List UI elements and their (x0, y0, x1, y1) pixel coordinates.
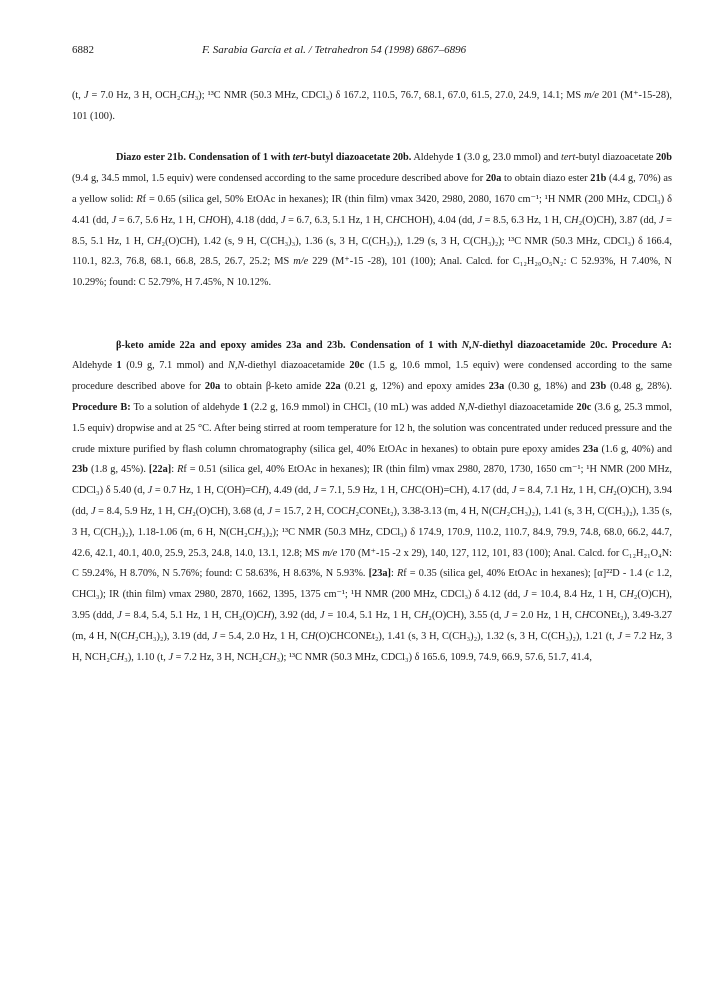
text-run: J (477, 214, 483, 226)
experimental-paragraph (72, 148, 672, 294)
article-body (72, 86, 672, 668)
text-run: ₂(O)CH), 3.55 (d, (428, 609, 505, 621)
text-run: To a solution of aldehyde (130, 401, 243, 413)
text-run: m/e (584, 90, 599, 101)
running-head: F. Sarabia García et al. / Tetrahedron 54 (1998) 6867–6896 (202, 44, 467, 56)
text-run: = 7.0 Hz, 3 H, OCH₂C (88, 90, 188, 101)
text-run: N,N (458, 401, 475, 413)
text-run: J (320, 609, 325, 621)
text-run: β-keto amide 22a and epoxy amides 23a and 23b. Condensation of 1 with (116, 339, 462, 351)
text-run: J (90, 505, 96, 517)
text-run: ₂(O)CH), 3.95 (ddd, (72, 589, 672, 621)
text-run: = 10.4, 8.4 Hz, 1 H, C (528, 589, 627, 601)
text-run: 22a (325, 381, 341, 393)
text-run: 21b (590, 173, 607, 185)
text-run: H (187, 90, 195, 101)
text-run: f = 0.51 (silica gel, 40% EtOAc in hexanes); IR (thin film) νmax 2980, 2870, 1730, 1650 cm⁻¹; ¹H NMR (200 MHz, CDCl₃) δ 5.40 (d, (72, 464, 672, 497)
text-run: -diethyl diazoacetamide (244, 360, 350, 372)
text-run: ₃); ¹³C NMR (50.3 MHz, CDCl₃) δ 167.2, 110.5, 76.7, 68.1, 67.0, 61.5, 27.0, 24.9, 14.1; MS (194, 90, 585, 101)
text-run: J (212, 630, 218, 642)
text-run: H (116, 651, 125, 663)
text-run: 1.2, CHCl₃); IR (thin film) νmax 2980, 2870, 1662, 1395, 1375 cm⁻¹; ¹H NMR (200 MHz, CDCl₃) δ 4.12 (dd, (72, 568, 672, 601)
text-run: J (168, 651, 174, 663)
text-run: 201 (M⁺-15-28), 101 (100). (72, 90, 672, 122)
experimental-paragraph (72, 336, 672, 669)
text-run: f = 0.65 (silica gel, 50% EtOAc in hexanes); IR (thin film) νmax 3420, 2980, 2080, 1670 cm⁻¹; ¹H NMR (200 MHz, CDCl₃) δ 4.41 (dd, (72, 193, 672, 226)
text-run: (2.2 g, 16.9 mmol) in CHCl₃ (10 mL) was added (247, 401, 459, 413)
text-run: R (396, 568, 404, 580)
text-run: = 2.0 Hz, 1 H, C (508, 609, 582, 621)
text-run: -diethyl diazoacetamide 20c. Procedure A: (479, 339, 672, 351)
text-run: : (171, 464, 178, 476)
text-run: H (257, 485, 266, 497)
paragraph-gap (72, 128, 672, 149)
text-run: J (267, 505, 273, 517)
text-run: = 5.4, 2.0 Hz, 1 H, C (217, 630, 308, 642)
text-run: 229 (M⁺-15 -28), 101 (100); Anal. Calcd. for C₁₂H₂₀O₅N₂: C 52.93%, H 7.40%, N 10.29%; found: C 52.79%, H 7.45%, N 10.12%. (72, 256, 672, 289)
text-run: = 8.5, 5.1 Hz, 1 H, C (72, 214, 672, 247)
text-run: H (205, 214, 213, 226)
text-run: R (136, 193, 143, 205)
text-run: N,N (227, 360, 245, 372)
text-run: J (511, 485, 517, 497)
text-run: (0.9 g, 7.1 mmol) and (121, 360, 228, 372)
text-run: 1 (242, 401, 248, 413)
paragraph-gap (72, 315, 672, 336)
text-run: J (313, 485, 319, 497)
text-run: H (605, 485, 614, 497)
text-run: (3.6 g, 25.3 mmol, 1.5 equiv) dropwise and at 25 °C. After being stirred at room temperature for 12 h, the solution was concentrated under reduced pressure and the crude mixture purified by flash column chromatography (silica gel, 40% EtOAc in hexanes) to obtain pure epoxy amides (72, 401, 672, 455)
text-run: m/e (293, 256, 309, 268)
text-run: -diethyl diazoacetamide (474, 401, 577, 413)
text-run: H (184, 505, 193, 517)
text-run: 20a (204, 381, 221, 393)
text-run: = 10.4, 5.1 Hz, 1 H, C (324, 609, 421, 621)
paragraph-gap (72, 294, 672, 315)
text-run: (0.30 g, 18%) and (504, 381, 591, 393)
text-run: CONEt₂), 3.49-3.27 (m, 4 H, N(C (72, 609, 673, 642)
text-run: ₃), 1.10 (t, (124, 651, 169, 663)
text-run: = 0.7 Hz, 1 H, C(OH)=C (152, 485, 258, 497)
text-run: 23b (590, 381, 607, 393)
text-run: = 15.7, 2 H, COC (272, 505, 349, 517)
text-run: c (648, 568, 654, 580)
text-run: J (83, 90, 89, 101)
text-run: H (263, 609, 271, 621)
text-run: ₂(O)CH), 1.42 (s, 9 H, C(CH₃)₃), 1.36 (s, 3 H, C(CH₃)₂), 1.29 (s, 3 H, C(CH₃)₂); ¹³C NMR (50.3 MHz, CDCl₃) δ 166.4, 110.1, 82.3, 76.8, 68.1, 66.8, 28.5, 26.7, 25.2; MS (72, 235, 672, 268)
text-run: (1.8 g, 45%). (88, 464, 149, 476)
text-run: = 7.2 Hz, 3 H, NCH₂C (72, 630, 672, 663)
text-run: H (499, 505, 507, 517)
text-run: 23a (582, 443, 599, 455)
text-run: J (504, 609, 509, 621)
text-run: = 8.4, 7.1 Hz, 1 H, C (516, 485, 606, 497)
text-run: f = 0.35 (silica gel, 40% EtOAc in hexanes); [α]²²D - 1.4 ( (403, 568, 649, 580)
text-run: H (127, 630, 135, 642)
text-run: Diazo ester 21b. Condensation of 1 with (116, 152, 293, 164)
text-run: ), 4.49 (dd, (265, 485, 314, 497)
text-run: H (154, 235, 162, 247)
text-run: -butyl diazoacetate 20b. (306, 152, 412, 164)
text-run: J (617, 630, 623, 642)
text-run: Aldehyde (411, 152, 456, 164)
text-run: H (407, 485, 415, 497)
text-run: J (523, 589, 529, 601)
text-run: ₃)₂); ¹³C NMR (50.3 MHz, CDCl₃) δ 174.9, 170.9, 110.2, 110.7, 84.9, 79.9, 74.8, 68.0, 66.2, 44.7, 42.6, 42.1, 40.1, 40.0, 25.9, 25.3, 24.8, 14.0, 13.1, 12.8; MS (72, 526, 672, 559)
text-run: 170 (M⁺-15 -2 x 29), 140, 127, 112, 101, 83 (100); Anal. Calcd. for C₁₂H₂₁O₄N: C 59.24%, H 8.70%, N 5.76%; found: C 58.63%, H 8.63%, N 5.93%. (72, 547, 672, 580)
text-run: ₂(O)CH), 3.68 (d, (192, 505, 268, 517)
text-run: H (269, 651, 277, 663)
text-run: H (626, 589, 634, 601)
text-run: J (117, 609, 122, 621)
text-run: H (307, 630, 316, 642)
text-run: tert (561, 152, 576, 164)
text-run: 20a (485, 173, 502, 185)
text-run: ₂CH₃)₂), 1.41 (s, 3 H, C(CH₃)₂), 1.35 (s, 3 H, C(CH₃)₂), 1.18-1.06 (m, 6 H, N(CH₂C (72, 505, 672, 538)
text-run: = 6.7, 5.6 Hz, 1 H, C (116, 214, 206, 226)
text-run: ₂(O)CH), 3.87 (dd, (578, 214, 659, 226)
text-run: -butyl diazoacetate (575, 152, 656, 164)
text-run: ₂CONEt₂), 3.38-3.13 (m, 4 H, N(C (355, 505, 500, 517)
page-header (72, 44, 672, 60)
text-run: C(OH)=CH), 4.17 (dd, (414, 485, 512, 497)
text-run: (1.6 g, 40%) and (598, 443, 672, 455)
text-run: R (177, 464, 184, 476)
text-run: 20c (576, 401, 592, 413)
text-run: = 8.5, 6.3 Hz, 1 H, C (482, 214, 572, 226)
text-run: CHOH), 4.04 (dd, (400, 214, 478, 226)
text-run: = 7.1, 5.9 Hz, 1 H, C (318, 485, 408, 497)
text-run: Procedure B: (72, 401, 131, 413)
text-run: (0.21 g, 12%) and epoxy amides (340, 381, 489, 393)
text-run: ₂(O)CH), 3.94 (dd, (72, 485, 672, 517)
text-run: (t, (72, 90, 84, 101)
text-run: OH), 4.18 (ddd, (212, 214, 281, 226)
text-run: (O)CHCONEt₂), 1.41 (s, 3 H, C(CH₃)₂), 1.32 (s, 3 H, C(CH₃)₂), 1.21 (t, (315, 630, 618, 642)
text-run: (1.5 g, 10.6 mmol, 1.5 equiv) were condensed according to the same procedure described above for (72, 360, 672, 393)
page-number: 6882 (72, 44, 94, 56)
text-run: [22a] (148, 464, 172, 476)
text-run: m/e (322, 547, 338, 559)
text-run: N,N (461, 339, 480, 351)
text-run: H (348, 505, 356, 517)
text-run: H (571, 214, 579, 226)
text-run: (9.4 g, 34.5 mmol, 1.5 equiv) were condensed according to the same procedure described above for (72, 173, 486, 185)
text-run: 1 (116, 360, 122, 372)
text-run: : (390, 568, 397, 580)
text-run: 20c (349, 360, 365, 372)
text-run: to obtain β-keto amide (220, 381, 326, 393)
experimental-paragraph (72, 86, 672, 128)
text-run: 23a (488, 381, 505, 393)
text-run: (3.0 g, 23.0 mmol) and (461, 152, 562, 164)
text-run: ₃); ¹³C NMR (50.3 MHz, CDCl₃) δ 165.6, 109.9, 74.9, 66.9, 57.6, 51.7, 41.4, (276, 651, 592, 663)
text-run: [23a] (368, 568, 391, 580)
text-run: to obtain diazo ester (501, 173, 591, 185)
text-run: J (280, 214, 286, 226)
text-run: 20b (655, 152, 673, 164)
text-run: 23b (72, 464, 89, 476)
text-run: 1 (456, 152, 462, 164)
text-run: = 7.2 Hz, 3 H, NCH₂C (173, 651, 270, 663)
text-run: Aldehyde (72, 360, 117, 372)
text-run: ), 3.92 (dd, (270, 609, 321, 621)
text-run: tert (292, 152, 307, 164)
text-run: = 8.4, 5.4, 5.1 Hz, 1 H, CH₂(O)C (121, 609, 264, 621)
text-run: J (147, 485, 153, 497)
text-run: ₂CH₃)₂), 3.19 (dd, (134, 630, 213, 642)
text-run: (0.48 g, 28%). (606, 381, 672, 393)
text-run: = 8.4, 5.9 Hz, 1 H, C (95, 505, 185, 517)
text-run: H (392, 214, 401, 226)
text-run: H (254, 526, 262, 538)
text-run: H (581, 609, 590, 621)
text-run: J (658, 214, 664, 226)
text-run: H (420, 609, 429, 621)
text-run: = 6.7, 6.3, 5.1 Hz, 1 H, C (285, 214, 393, 226)
text-run: (4.4 g, 70%) as a yellow solid: (72, 173, 672, 205)
text-run: J (111, 214, 117, 226)
